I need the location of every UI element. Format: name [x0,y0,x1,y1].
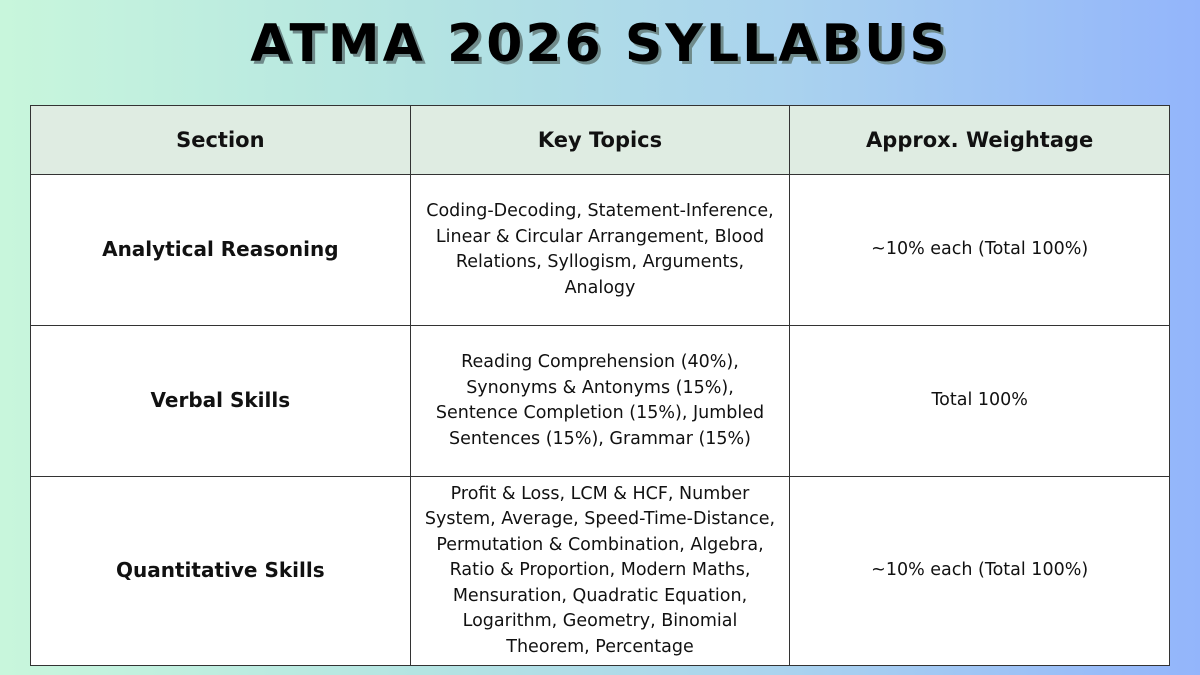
page-title: ATMA 2026 SYLLABUS [250,14,950,74]
table-row [31,175,1170,326]
weightage-cell: Total 100% [790,326,1170,477]
section-cell: Quantitative Skills [31,477,411,666]
syllabus-table [30,105,1170,666]
table-row [31,477,1170,666]
section-cell: Analytical Reasoning [31,175,411,326]
header-weightage: Approx. Weightage [790,106,1170,175]
header-section: Section [31,106,411,175]
topics-cell: Coding-Decoding, Statement-Inference, Linear & Circular Arrangement, Blood Relations, Syllogism, Arguments, Analogy [410,175,790,326]
weightage-cell: ~10% each (Total 100%) [790,175,1170,326]
section-cell: Verbal Skills [31,326,411,477]
table-header-row [31,106,1170,175]
header-key-topics: Key Topics [410,106,790,175]
table-row [31,326,1170,477]
topics-cell: Reading Comprehension (40%), Synonyms & Antonyms (15%), Sentence Completion (15%), Jumbled Sentences (15%), Grammar (15%) [410,326,790,477]
topics-cell: Profit & Loss, LCM & HCF, Number System, Average, Speed-Time-Distance, Permutation & Combination, Algebra, Ratio & Proportion, Modern Maths, Mensuration, Quadratic Equation, Logarithm, Geometry, Binomial Theorem, Percentage [410,477,790,666]
weightage-cell: ~10% each (Total 100%) [790,477,1170,666]
